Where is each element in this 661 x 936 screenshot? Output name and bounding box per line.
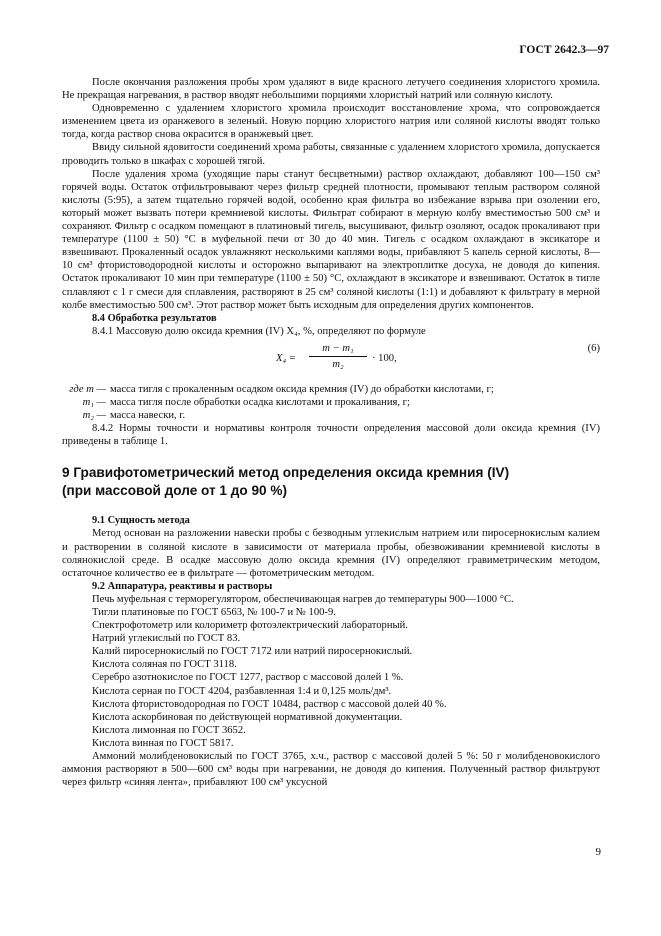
list-item: Кислота фтористоводородная по ГОСТ 10484, раствор с массовой долей 40 %. [92,698,447,710]
definition-row [62,383,600,396]
formula-fraction [309,342,367,371]
document-body [62,76,600,789]
definition-row [62,396,600,409]
paragraph-8-4-1: 8.4.1 Массовую долю оксида кремния (IV) X₄, %, определяют по формуле [92,325,426,337]
paragraph: После удаления хрома (уходящие пары станут бесцветными) раствор охлаждают, добавляют 100—150 см³ горячей воды. Остаток отфильтровывают через фильтр средней плотности, промывают теплым раствором соляной кислоты (5:95), а затем тщательно горячей водой, особенно края фильтра во избежание взрыва при озолении его, который может вызвать потери кремниевой кислоты. Фильтрат собирают в мерную колбу вместимостью 500 см³ и сохраняют. Фильтр с осадком помещают в платиновый тигель, высушивают, фильтр озоляют, осадок прокаливают при температуре (1100 ± 50) °С в муфельной печи от 30 до 40 мин. Тигель с осадком охлаждают в эксикаторе и взвешивают. Прокаленный осадок увлажняют несколькими каплями воды, прибавляют 5 капель серной кислоты, 8—10 см³ фтористоводородной кислоты и осторожно выпаривают на электроплитке досуха, не доводя до кипения. Остаток прокаливают 10 мин при температуре (1100 ± 50) °С, охлаждают в эксикаторе и взвешивают. Остаток в тигле сплавляют с 1 г смеси для сплавления, растворяют в 25 см³ соляной кислоты (1:1) и добавляют к фильтрату в мерной колбе вместимостью 500 см³. Этот раствор может быть исходным для определения других компонентов. [62,168,600,311]
definition-text: масса навески, г. [110,410,186,422]
definition-text: масса тигля с прокаленным осадком оксида кремния (IV) до обработки кислотами, г; [110,383,494,395]
document-header-code: ГОСТ 2642.3—97 [519,44,609,56]
paragraph: Аммоний молибденовокислый по ГОСТ 3765, х.ч., раствор с массовой долей 5 %: 50 г молибденовокислого аммония растворяют в 500—600 см³ воды при нагревании, не доводя до кипения. Полученный раствор фильтруют через фильтр «синяя лента», прибавляют 100 см³ уксусной [62,751,600,789]
formula-number: (6) [587,342,600,354]
definition-text: масса тигля после обработки осадка кислотами и прокаливания, г; [110,396,410,408]
paragraph-9-1: Метод основан на разложении навески пробы с безводным углекислым натрием или пиросернокислым калием и растворении в соляной кислоте в зависимости от материала пробы, обезвоживании кремниевой кислоты в солянокислой среде. В осадке массовую долю оксида кремния (IV) определяют гравиметрическим методом, остаточное количество ее в фильтрате — фотометрическим методом. [62,528,600,579]
subsection-title-9-1: 9.1 Сущность метода [92,515,190,527]
section-title-9-line2: (при массовой доле от 1 до 90 %) [62,483,287,499]
formula-6 [62,340,600,380]
list-item: Кислота серная по ГОСТ 4204, разбавленная 1:4 и 0,125 моль/дм³. [92,685,392,697]
section-title-9 [62,464,600,500]
definition-symbol: m₁ — [82,396,106,408]
formula-lhs: X₄ = [276,352,296,364]
list-item: Спектрофотометр или колориметр фотоэлектрический лабораторный. [92,620,408,632]
list-item: Натрий углекислый по ГОСТ 83. [92,633,241,645]
subsection-title-9-2: 9.2 Аппаратура, реактивы и растворы [92,580,273,592]
reagent-list [62,593,600,750]
list-item: Кислота винная по ГОСТ 5817. [92,737,234,749]
list-item: Серебро азотнокислое по ГОСТ 1277, раствор с массовой долей 1 %. [92,672,404,684]
page-number: 9 [595,846,601,858]
definition-row [62,409,600,422]
paragraph: Одновременно с удалением хлористого хромила происходит восстановление хрома, что сопровождается изменением цвета из оранжевого в зеленый. Новую порцию хлористого натрия или соляной кислоты вводят только тогда, когда раствор снова окрасится в оранжевый цвет. [62,103,600,141]
paragraph-8-4-2: 8.4.2 Нормы точности и нормативы контроля точности определения массовой доли оксида кремния (IV) приведены в таблице 1. [62,423,600,448]
subsection-title-8-4: 8.4 Обработка результатов [92,312,217,324]
section-title-9-line1: 9 Гравифотометрический метод определения оксида кремния (IV) [62,465,510,481]
list-item: Кислота соляная по ГОСТ 3118. [92,659,237,671]
list-item: Кислота аскорбиновая по действующей нормативной документации. [92,711,403,723]
list-item: Калий пиросернокислый по ГОСТ 7172 или натрий пиросернокислый. [92,646,413,658]
definition-symbol: где m — [69,383,106,395]
definition-symbol: m₂ — [82,410,106,422]
formula-definitions [62,383,600,422]
list-item: Тигли платиновые по ГОСТ 6563, № 100-7 и № 100-9. [92,607,336,618]
paragraph: Ввиду сильной ядовитости соединений хрома работы, связанные с удалением хлористого хромила, допускается проводить только в шкафах с хорошей тягой. [62,142,600,167]
paragraph: После окончания разложения пробы хром удаляют в виде красного летучего соединения хлористого хромила. Не прекращая нагревания, в раствор вводят небольшими порциями хлористый натрий или соляную кислоту. [62,77,600,102]
list-item: Печь муфельная с терморегулятором, обеспечивающая нагрев до температуры 900—1000 °С. [92,593,514,605]
formula-denominator: m₂ [332,358,344,370]
list-item: Кислота лимонная по ГОСТ 3652. [92,724,246,736]
formula-numerator: m − m₁ [309,342,367,357]
formula-multiplier: · 100, [372,352,397,364]
